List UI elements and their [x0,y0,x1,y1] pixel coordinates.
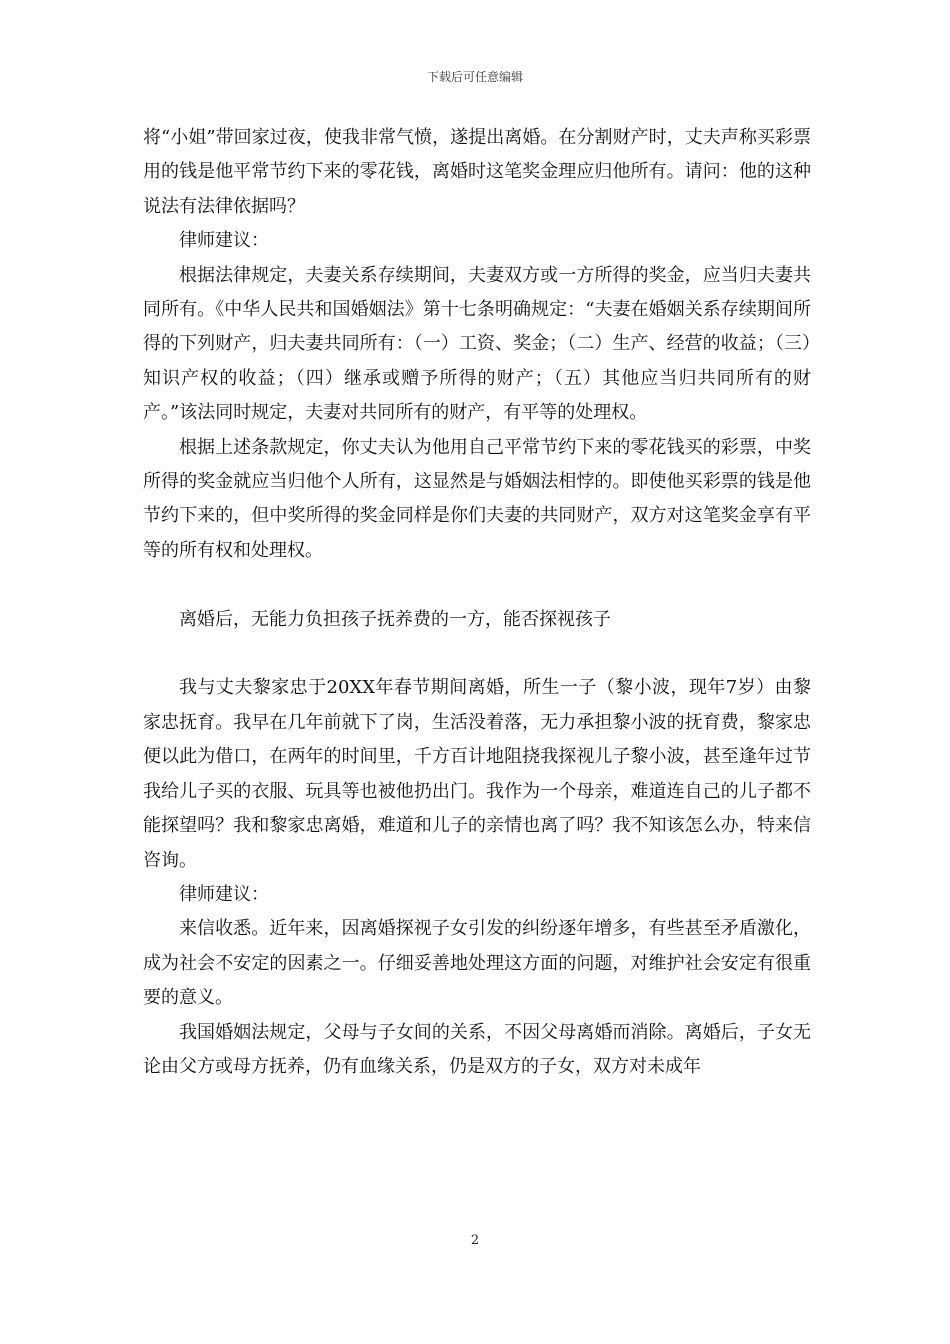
spacer [143,637,811,671]
spacer [143,568,811,602]
document-body [143,121,811,1084]
lawyer-advice-label: 律师建议： [179,230,269,252]
lawyer-advice-label: 律师建议： [179,883,269,905]
page-number: 2 [470,1233,480,1248]
paragraph: 我国婚姻法规定，父母与子女间的关系，不因父母离婚而消除。离婚后，子女无论由父方或母方抚养，仍有血缘关系，仍是双方的子女，双方对未成年 [143,1021,811,1077]
paragraph: 来信收悉。近年来，因离婚探视子女引发的纠纷逐年增多，有些甚至矛盾激化，成为社会不安定的因素之一。仔细妥善地处理这方面的问题，对维护社会安定有很重要的意义。 [143,918,811,1009]
section-heading: 离婚后，无能力负担孩子抚养费的一方，能否探视孩子 [179,608,611,630]
paragraph: 根据上述条款规定，你丈夫认为他用自己平常节约下来的零花钱买的彩票，中奖所得的奖金就应当归他个人所有，这显然是与婚姻法相悖的。即使他买彩票的钱是他节约下来的，但中奖所得的奖金同样是你们夫妻的共同财产，双方对这笔奖金享有平等的所有权和处理权。 [143,436,811,561]
paragraph-continuation: 将“小姐”带回家过夜，使我非常气愤，遂提出离婚。在分割财产时，丈夫声称买彩票用的钱是他平常节约下来的零花钱，离婚时这笔奖金理应归他所有。请问：他的这种说法有法律依据吗？ [143,127,811,217]
paragraph: 我与丈夫黎家忠于20XX年春节期间离婚，所生一子（黎小波，现年7岁）由黎家忠抚育。我早在几年前就下了岗，生活没着落，无力承担黎小波的抚育费，黎家忠便以此为借口，在两年的时间里，千方百计地阻挠我探视儿子黎小波，甚至逢年过节我给儿子买的衣服、玩具等也被他扔出门。我作为一个母亲，难道连自己的儿子都不能探望吗？我和黎家忠离婚，难道和儿子的亲情也离了吗？我不知该怎么办，特来信咨询。 [143,677,811,871]
paragraph: 根据法律规定，夫妻关系存续期间，夫妻双方或一方所得的奖金，应当归夫妻共同所有。《中华人民共和国婚姻法》第十七条明确规定：“夫妻在婚姻关系存续期间所得的下列财产，归夫妻共同所有：（一）工资、奖金；（二）生产、经营的收益；（三）知识产权的收益；（四）继承或赠予所得的财产；（五）其他应当归共同所有的财产。”该法同时规定，夫妻对共同所有的财产，有平等的处理权。 [143,264,811,424]
page-header: 下载后可任意编辑 [426,70,523,84]
